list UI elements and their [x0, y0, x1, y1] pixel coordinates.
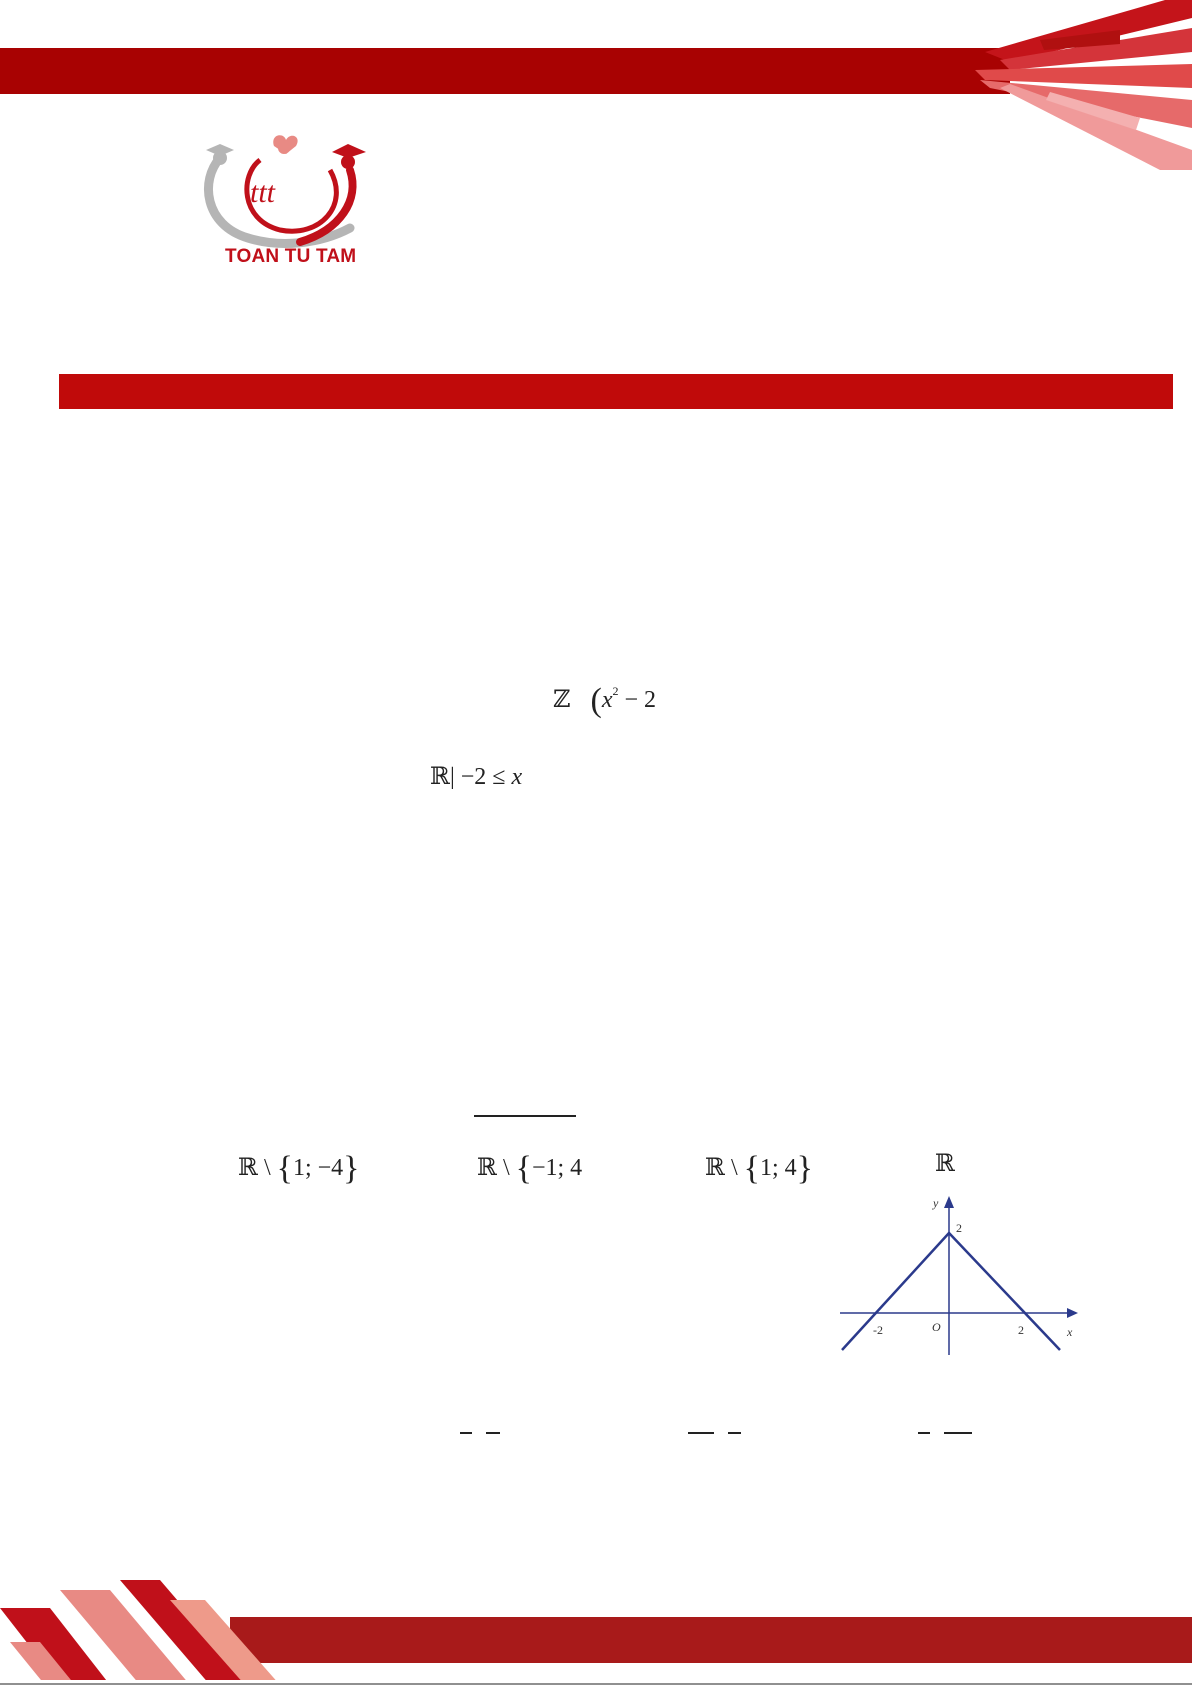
- option-c-content: 1; 4: [759, 1155, 797, 1181]
- fraction-bar: [474, 1115, 576, 1117]
- option-d[interactable]: [935, 1152, 955, 1176]
- var-x: x: [601, 687, 613, 713]
- condition-var: x: [511, 764, 523, 790]
- origin-label: O: [932, 1320, 941, 1334]
- option-b-prefix: ℝ \: [477, 1155, 516, 1181]
- left-tick-label: -2: [873, 1323, 883, 1337]
- y-axis-arrow: [944, 1196, 954, 1208]
- logo-monogram: ttt: [250, 176, 276, 209]
- open-paren: (: [590, 682, 602, 719]
- brand-name: TOAN TU TAM: [225, 246, 357, 267]
- option-d-prefix: ℝ: [935, 1151, 955, 1177]
- section-header-bar: [59, 374, 1173, 409]
- math-condition: [430, 765, 522, 789]
- option-a[interactable]: ℝ \ {1; −4}: [238, 1150, 360, 1187]
- x-axis-label: x: [1067, 1325, 1073, 1339]
- math-expression-z: [553, 684, 656, 718]
- exponent: 2: [612, 684, 619, 698]
- set-z-symbol: ℤ: [553, 687, 571, 713]
- fraction-fragment-1: [460, 1432, 472, 1434]
- option-c-prefix: ℝ \: [705, 1155, 744, 1181]
- fraction-fragment-5: [918, 1432, 930, 1434]
- fraction-fragment-2: [486, 1432, 500, 1434]
- option-a-content: 1; −4: [292, 1155, 344, 1181]
- option-c[interactable]: ℝ \ {1; 4}: [705, 1150, 813, 1187]
- top-tick-label: 2: [956, 1221, 962, 1235]
- header-band: [0, 0, 1192, 180]
- option-b[interactable]: ℝ \ {−1; 4: [477, 1150, 583, 1187]
- option-a-prefix: ℝ \: [238, 1155, 277, 1181]
- fraction-fragment-4: [728, 1432, 741, 1434]
- fraction-fragment-3: [688, 1432, 714, 1434]
- minus-two: − 2: [624, 687, 657, 713]
- option-b-content: −1; 4: [531, 1155, 583, 1181]
- x-axis-arrow: [1067, 1308, 1078, 1318]
- right-tick-label: 2: [1018, 1323, 1024, 1337]
- function-graph: [835, 1190, 1085, 1360]
- set-r-symbol: ℝ: [430, 764, 450, 790]
- fraction-fragment-6: [944, 1432, 972, 1434]
- y-axis-label: y: [933, 1196, 939, 1210]
- condition-text: | −2 ≤: [449, 764, 512, 790]
- footer-band: [0, 1580, 1192, 1685]
